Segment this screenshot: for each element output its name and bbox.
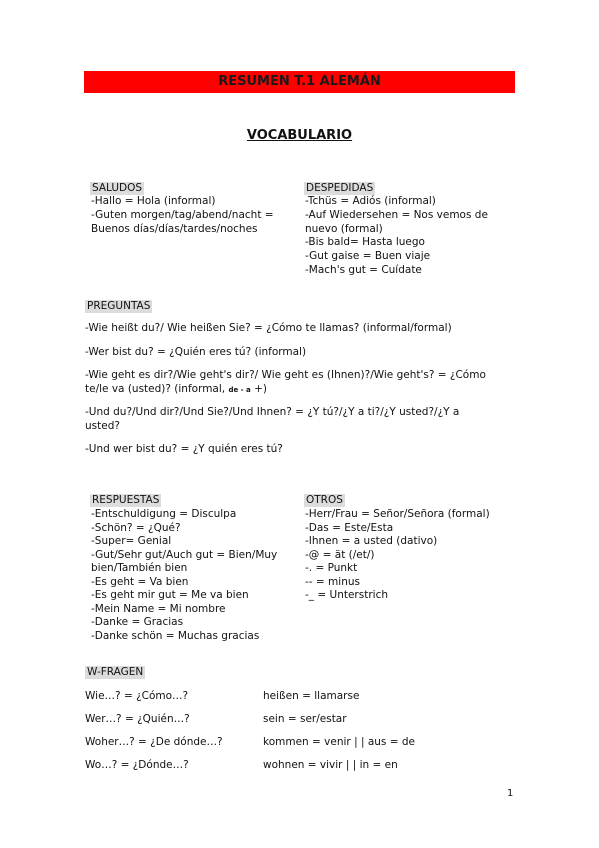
respuestas-header: RESPUESTAS <box>92 494 160 506</box>
wfragen-question: Wo…? = ¿Dónde…? <box>85 759 189 771</box>
respuestas-line: -Danke = Gracias <box>91 616 184 628</box>
respuestas-line: -Entschuldigung = Disculpa <box>91 508 237 520</box>
saludos-line: -Hallo = Hola (informal) <box>91 195 216 207</box>
preguntas-line: -Wer bist du? = ¿Quién eres tú? (informal) <box>85 346 307 358</box>
otros-line: -Herr/Frau = Señor/Señora (formal) <box>305 508 490 520</box>
preguntas-line <box>85 383 267 398</box>
saludos-line: Buenos días/días/tardes/noches <box>91 223 258 235</box>
respuestas-line: -Super= Genial <box>91 535 172 547</box>
preguntas-line-text: te/le va (usted)? (informal, <box>85 383 229 395</box>
preguntas-line: -Wie heißt du?/ Wie heißen Sie? = ¿Cómo te llamas? (informal/formal) <box>85 322 452 334</box>
document-title: RESUMEN T.1 ALEMÁN <box>84 71 515 93</box>
otros-line: -- = minus <box>305 576 360 588</box>
preguntas-header: PREGUNTAS <box>87 300 151 312</box>
wfragen-verb: heißen = llamarse <box>263 690 360 702</box>
respuestas-line: -Schön? = ¿Qué? <box>91 522 181 534</box>
respuestas-line: -Danke schön = Muchas gracias <box>91 630 260 642</box>
wfragen-question: Wer…? = ¿Quién…? <box>85 713 190 725</box>
despedidas-line: -Bis bald= Hasta luego <box>305 236 425 248</box>
otros-header: OTROS <box>306 494 343 506</box>
despedidas-line: -Gut gaise = Buen viaje <box>305 250 431 262</box>
saludos-line: -Guten morgen/tag/abend/nacht = <box>91 209 274 221</box>
section-title: VOCABULARIO <box>246 128 353 143</box>
preguntas-line: -Und du?/Und dir?/Und Sie?/Und Ihnen? = ¿Y tú?/¿Y a ti?/¿Y usted?/¿Y a <box>85 406 460 418</box>
despedidas-line: -Mach's gut = Cuídate <box>305 264 422 276</box>
wfragen-question: Woher…? = ¿De dónde…? <box>85 736 223 748</box>
preguntas-line-text: +) <box>250 383 267 395</box>
despedidas-line: -Tchüs = Adiós (informal) <box>305 195 436 207</box>
wfragen-verb: kommen = venir | | aus = de <box>263 736 415 748</box>
respuestas-line: -Mein Name = Mi nombre <box>91 603 226 615</box>
wfragen-question: Wie…? = ¿Cómo…? <box>85 690 189 702</box>
otros-line: -Ihnen = a usted (dativo) <box>305 535 438 547</box>
otros-line: -@ = ät (/et/) <box>305 549 375 561</box>
respuestas-line: -Es geht mir gut = Me va bien <box>91 589 249 601</box>
preguntas-line: usted? <box>85 420 120 432</box>
preguntas-line: -Und wer bist du? = ¿Y quién eres tú? <box>85 443 283 455</box>
preguntas-small-note: de - a <box>228 386 251 394</box>
despedidas-line: -Auf Wiedersehen = Nos vemos de <box>305 209 488 221</box>
despedidas-header: DESPEDIDAS <box>306 182 374 194</box>
otros-line: -_ = Unterstrich <box>305 589 388 601</box>
respuestas-line: bien/También bien <box>91 562 188 574</box>
respuestas-line: -Gut/Sehr gut/Auch gut = Bien/Muy <box>91 549 278 561</box>
wfragen-header: W-FRAGEN <box>87 666 144 678</box>
otros-line: -Das = Este/Esta <box>305 522 394 534</box>
respuestas-line: -Es geht = Va bien <box>91 576 189 588</box>
wfragen-verb: wohnen = vivir | | in = en <box>263 759 398 771</box>
despedidas-line: nuevo (formal) <box>305 223 383 235</box>
saludos-header: SALUDOS <box>92 182 143 194</box>
otros-line: -. = Punkt <box>305 562 358 574</box>
page-number: 1 <box>507 788 514 799</box>
preguntas-line: -Wie geht es dir?/Wie geht's dir?/ Wie geht es (Ihnen)?/Wie geht's? = ¿Cómo <box>85 369 486 381</box>
wfragen-verb: sein = ser/estar <box>263 713 347 725</box>
